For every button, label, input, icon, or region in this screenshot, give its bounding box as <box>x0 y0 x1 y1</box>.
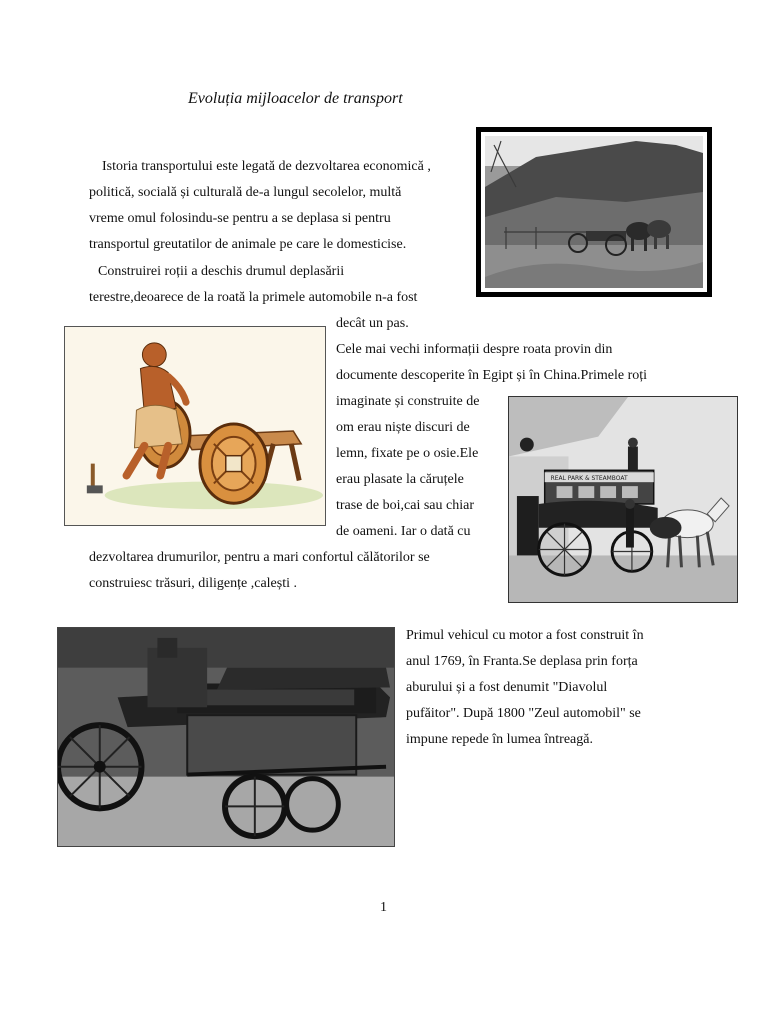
paragraph-line: dezvoltarea drumurilor, pentru a mari confortul călătorilor se <box>89 550 430 565</box>
paragraph-line: imaginate și construite de <box>336 394 480 409</box>
paragraph-line: vreme omul folosindu-se pentru a se deplasa si pentru <box>89 211 391 226</box>
stagecoach-photo <box>508 396 738 603</box>
paragraph-line: trase de boi,cai sau chiar <box>336 498 474 513</box>
paragraph-line: documente descoperite în Egipt și în China.Primele roți <box>336 368 648 383</box>
paragraph-line: de oameni. Iar o dată cu <box>336 524 471 539</box>
paragraph-line: anul 1769, în Franta.Se deplasa prin forța <box>406 654 638 669</box>
paragraph-line: politică, socială și culturală de-a lungul secolelor, multă <box>89 185 402 200</box>
paragraph-line: aburului și a fost denumit "Diavolul <box>406 680 608 695</box>
paragraph-line: Cele mai vechi informații despre roata provin din <box>336 342 613 357</box>
paragraph-line: impune repede în lumea întreagă. <box>406 732 593 747</box>
coach-sign-text: REAL PARK & STEAMBOAT <box>550 475 628 483</box>
paragraph-line: Primul vehicul cu motor a fost construit în <box>406 628 644 643</box>
page-number: 1 <box>380 900 387 915</box>
paragraph-line: lemn, fixate pe o osie.Ele <box>336 446 479 461</box>
paragraph-line: om erau niște discuri de <box>336 420 470 435</box>
document-title: Evoluția mijloacelor de transport <box>188 90 403 107</box>
ox-cart-photo <box>476 127 712 297</box>
paragraph-line: Istoria transportului este legată de dezvoltarea economică , <box>102 159 431 174</box>
early-motor-vehicle-photo <box>57 627 395 847</box>
paragraph-line: construiesc trăsuri, diligențe ,calești . <box>89 576 297 591</box>
paragraph-line: pufăitor". După 1800 "Zeul automobil" se <box>406 706 641 721</box>
wheel-maker-illustration <box>64 326 326 526</box>
paragraph-line: decât un pas. <box>336 316 409 331</box>
paragraph-line: terestre,deoarece de la roată la primele automobile n-a fost <box>89 290 418 305</box>
paragraph-line: Construirei roții a deschis drumul deplasării <box>98 264 345 279</box>
paragraph-line: transportul greutatilor de animale pe care le domesticise. <box>89 237 407 252</box>
paragraph-line: erau plasate la căruțele <box>336 472 464 487</box>
